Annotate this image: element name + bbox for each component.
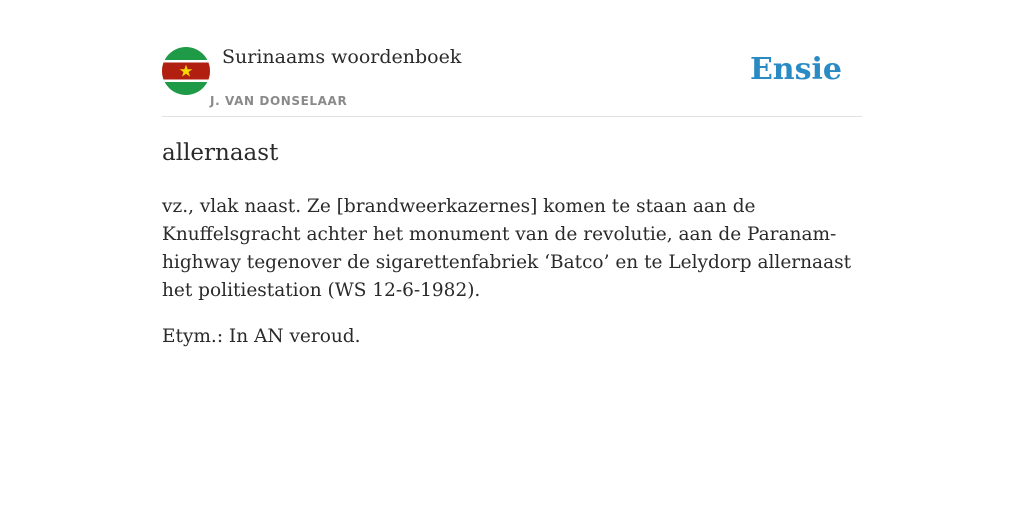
entry-headword: allernaast bbox=[162, 140, 279, 166]
ensie-logo[interactable]: Ensie bbox=[749, 52, 842, 87]
book-title[interactable]: Surinaams woordenboek bbox=[222, 46, 462, 68]
header bbox=[162, 44, 862, 117]
entry-definition: vz., vlak naast. Ze [brandweerkazernes] komen te staan aan de Knuffelsgracht achter het monument van de revolutie, aan de Paranam-highway tegenover de sigarettenfabriek ‘Batco’ en te Lelydorp allernaast het politiestation (WS 12-6-1982). bbox=[162, 196, 852, 301]
entry-etymology: Etym.: In AN veroud. bbox=[162, 326, 361, 347]
author-name: J. VAN DONSELAAR bbox=[210, 94, 348, 108]
suriname-flag-icon bbox=[162, 47, 210, 95]
